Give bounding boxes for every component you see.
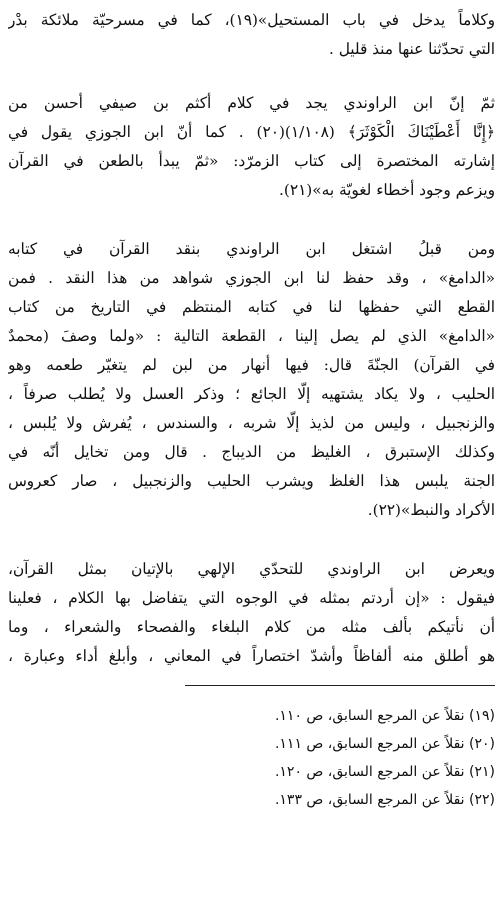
text-line: أن نأتيكم بألف مثله من كلام البلغاء والفصحاء والشعراء ، وما <box>8 618 495 636</box>
text-line: التي تحدّثنا عنها منذ قليل . <box>328 40 495 58</box>
paragraph-4 <box>8 555 495 671</box>
text-line: ثمّ إنّ ابن الراوندي يجد في كلام أكثم بن صيفي أحسن من <box>8 94 495 112</box>
text-line: الحليب ، ولا يكاد يشتهيه إلّا الجائع ؛ وذكر العسل ولا يُطلب صرفاً ، <box>8 385 495 403</box>
footnote-20: (٢٠) نقلاً عن المرجع السابق، ص ١١١. <box>274 736 495 752</box>
footnote-19: (١٩) نقلاً عن المرجع السابق، ص ١١٠. <box>274 708 495 724</box>
text-line: وكلاماً يدخل في باب المستحيل»(١٩)، كما في مسرحيّة ملائكة بدْر <box>8 11 495 29</box>
text-line: والزنجبيل ، وليس من لذيذ إلّا شربه ، والسندس ، يُفرش ولا يُلبس ، <box>8 414 495 432</box>
text-line: هو أطلق منه ألفاظاً وأشدّ اختصاراً في المعاني ، وأبلغ أداء وعبارة ، <box>8 647 495 665</box>
text-line: ويعرض ابن الراوندي للتحدّي الإلهي بالإتيان بمثل القرآن، <box>8 560 495 578</box>
text-line: في القرآن) الجنّةَ قال: فيها أنهار من لبن لم يتغيّر طعمه وهو <box>8 356 495 374</box>
text-line: ﴿إِنَّا أَعْطَيْنَاكَ الْكَوْثَرَ﴾ (١/١٠٨)(٢٠) . كما أنّ ابن الجوزي يقول في <box>8 123 495 141</box>
paragraph-1 <box>8 6 495 64</box>
footnotes <box>8 702 495 814</box>
paragraph-3 <box>8 235 495 525</box>
text-line: إشارته المختصرة إلى كتاب الزمرّد: «ثمّ يبدأ بالطعن في القرآن <box>8 152 495 170</box>
footnote-21: (٢١) نقلاً عن المرجع السابق، ص ١٢٠. <box>274 764 495 780</box>
footnote-divider <box>185 685 495 686</box>
text-line: فيقول : «إن أردتم بمثله في الوجوه التي يتفاضل بها الكلام ، فعلينا <box>8 589 495 607</box>
text-line: ويزعم وجود أخطاء لغويّة به»(٢١). <box>279 181 495 199</box>
paragraph-2 <box>8 89 495 205</box>
text-line: ومن قبلُ اشتغل ابن الراوندي بنقد القرآن في كتابه <box>8 240 495 258</box>
text-line: الأكراد والنبط»(٢٢). <box>367 501 495 519</box>
text-line: «الدامغ» الذي لم يصل إلينا ، القطعة التالية : «ولما وصفَ (محمدٌ <box>8 327 495 345</box>
text-line: القطع التي حفظها لنا في كتابه المنتظم في التاريخ من كتاب <box>8 298 495 316</box>
text-line: «الدامغ» ، وقد حفظ لنا ابن الجوزي شواهد من هذا النقد . فمن <box>8 269 495 287</box>
text-line: وكذلك الإستبرق ، الغليظ من الديباج . قال ومن تخايل أنّه في <box>8 443 495 461</box>
text-line: الجنة يلبس هذا الغلظ ويشرب الحليب والزنجبيل ، صار كعروس <box>8 472 495 490</box>
footnote-22: (٢٢) نقلاً عن المرجع السابق، ص ١٣٣. <box>274 792 495 808</box>
